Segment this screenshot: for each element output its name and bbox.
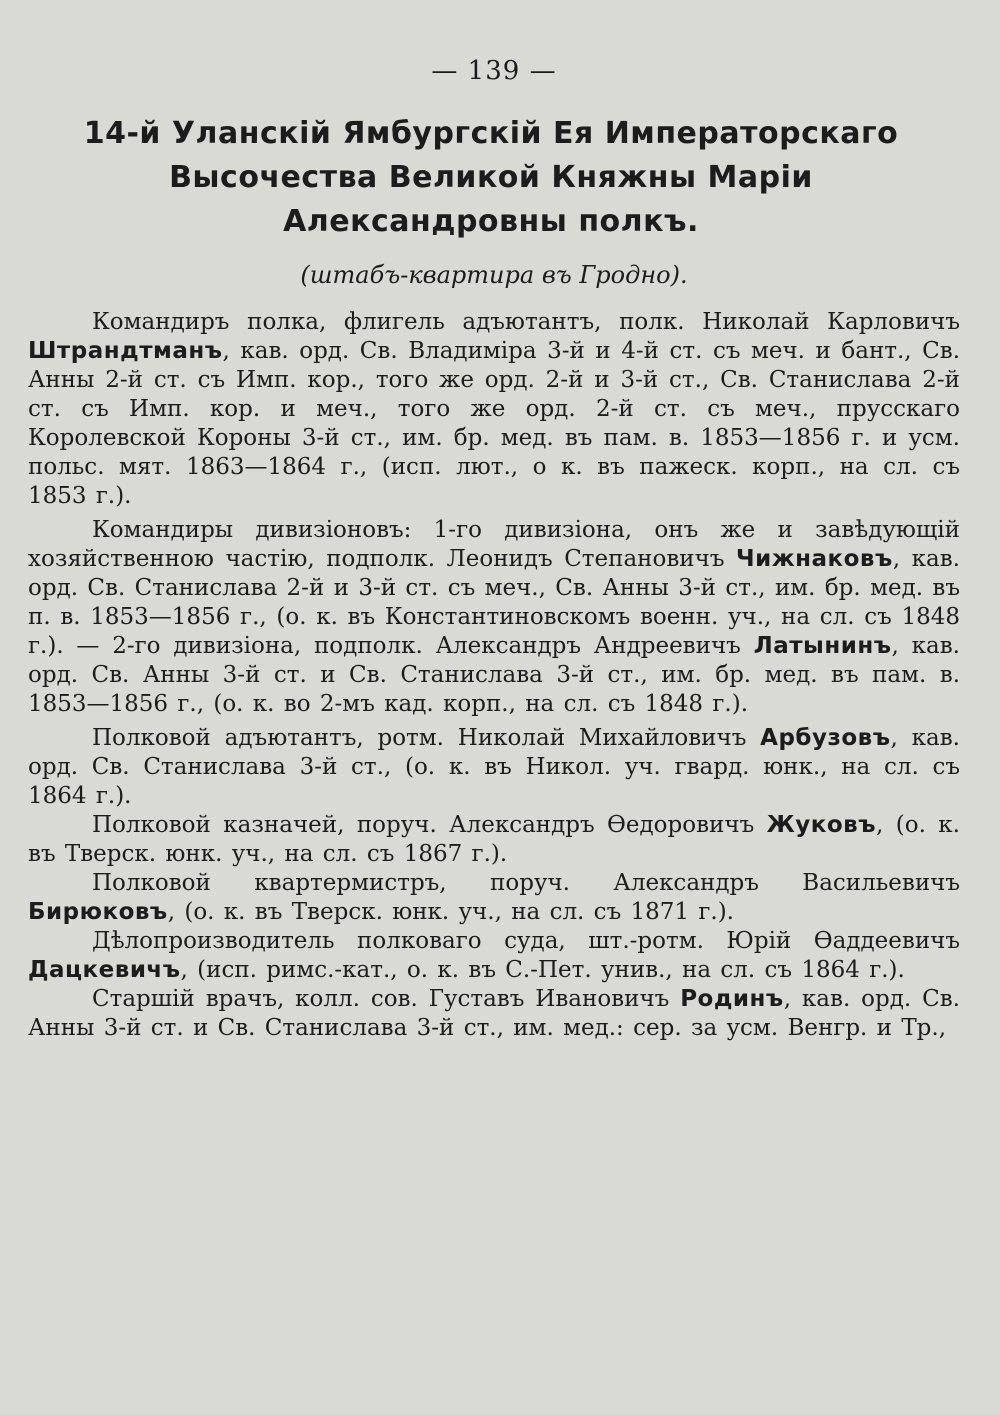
entry-text: , (о. к. въ Тверск. юнк. уч., на сл. съ 1871 г.). — [167, 899, 734, 925]
entry-text: , (о. к. въ Тверск. юнк. уч., на сл. съ 1867 г.). — [28, 812, 960, 867]
entry-text: Полковой квартермистръ, поруч. Александръ Васильевичъ — [92, 870, 960, 896]
officer-name: Арбузовъ — [760, 725, 891, 751]
entry-division-commanders — [28, 516, 960, 719]
entry-adjutant — [28, 724, 960, 811]
entry-text: , кав. орд. Св. Станислава 2-й и 3-й ст. съ меч., Св. Анны 3-й ст., им. бр. мед. въ п. в. 1853—1856 г., (о. к. въ Константиновскомъ военн. уч., на сл. съ 1848 г.). — 2-го дивизіона, подполк. Александръ Андреевичъ — [28, 546, 960, 659]
entry-text: Полковой казначей, поруч. Александръ Өедоровичъ — [92, 812, 767, 838]
entry-text: , кав. орд. Св. Анны 3-й ст. и Св. Станислава 3-й ст., им. мед.: сер. за усм. Венгр. и Тр., — [28, 986, 960, 1041]
entry-text: Командиръ полка, флигель адъютантъ, полк. Николай Карловичъ — [92, 309, 960, 335]
entry-text: Старшій врачъ, колл. сов. Густавъ Ивановичъ — [92, 986, 681, 1012]
entry-senior-doctor — [28, 985, 960, 1043]
entry-text: Командиры дивизіоновъ: 1-го дивизіона, онъ же и завѣдующій хозяйственною частію, подполк. Леонидъ Степановичъ — [28, 517, 960, 572]
entry-text: Полковой адъютантъ, ротм. Николай Михайловичъ — [92, 725, 761, 751]
entry-text: , (исп. римс.-кат., о. к. въ С.-Пет. унив., на сл. съ 1864 г.). — [180, 957, 905, 983]
entry-court-clerk — [28, 927, 960, 985]
entry-text: , кав. орд. Св. Владиміра 3-й и 4-й ст. съ меч. и бант., Св. Анны 2-й ст. съ Имп. кор., того же орд. 2-й и 3-й ст., Св. Станислава 2-й ст. съ Имп. кор. и меч., того же орд. 2-й ст. съ меч., прусскаго Королевской Короны 3-й ст., им. бр. мед. въ пам. в. 1853—1856 г. и усм. польс. мят. 1863—1864 г., (исп. лют., о к. въ пажеск. корп., на сл. съ 1853 г.). — [28, 338, 960, 509]
officer-name: Бирюковъ — [28, 899, 168, 925]
entry-text: , кав. орд. Св. Анны 3-й ст. и Св. Станислава 3-й ст., им. бр. мед. въ пам. в. 1853—1856 г., (о. к. во 2-мъ кад. корп., на сл. съ 1848 г.). — [28, 633, 960, 717]
officer-name: Латынинъ — [753, 633, 892, 659]
regiment-headquarters: (штабъ-квартира въ Гродно). — [300, 261, 688, 289]
entry-treasurer — [28, 811, 960, 869]
officer-name: Жуковъ — [766, 812, 877, 838]
page-number: — 139 — — [431, 56, 557, 86]
officer-name: Штрандтманъ — [28, 338, 223, 364]
regiment-title: 14-й Уланскій Ямбургскій Ея Императорскаго Высочества Великой Княжны Маріи Александровны полкъ. — [83, 116, 899, 239]
officer-name: Дацкевичъ — [28, 957, 181, 983]
officer-name: Чижнаковъ — [736, 546, 893, 572]
officer-name: Родинъ — [680, 986, 784, 1012]
entry-quartermaster — [28, 869, 960, 927]
entry-text: , кав. орд. Св. Станислава 3-й ст., (о. к. въ Никол. уч. гвард. юнк., на сл. съ 1864 г.). — [28, 725, 960, 809]
entry-commander — [28, 308, 960, 511]
entry-text: Дѣлопроизводитель полковаго суда, шт.-ротм. Юрій Өаддеевичъ — [92, 928, 960, 954]
